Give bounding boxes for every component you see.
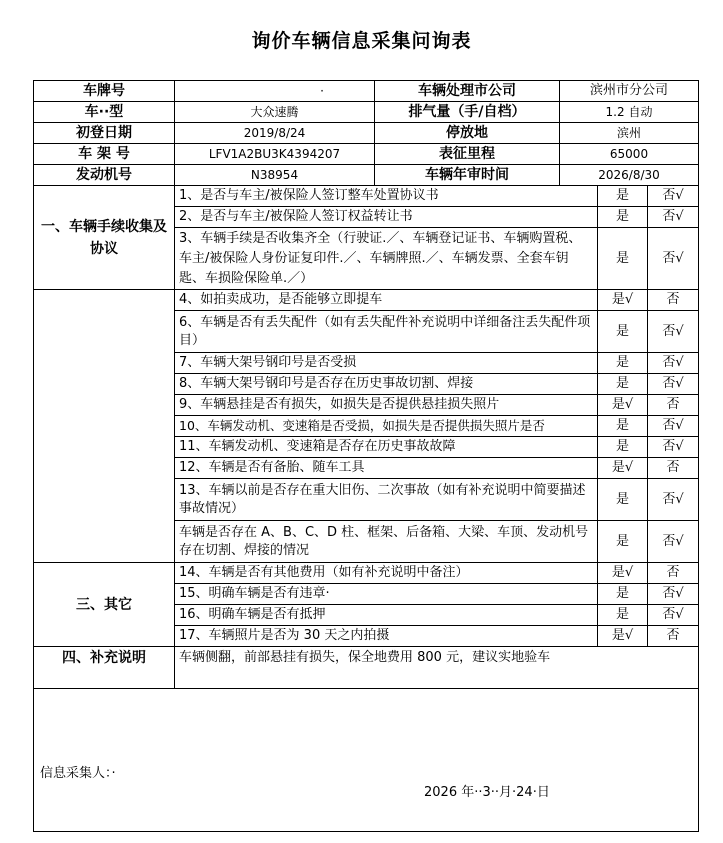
answer-no: 否 (648, 626, 699, 647)
checklist-item-text: 3、车辆手续是否收集齐全（行驶证.／、车辆登记证书、车辆购置税、车主/被保险人身份证复印件.／、车辆牌照.／、车辆发票、全套车钥匙、车损险保险单.／） (175, 228, 598, 290)
mileage-label: 表征里程 (375, 144, 560, 165)
info-row-vin (34, 144, 699, 165)
answer-no: 否 (648, 563, 699, 584)
answer-no: 否√ (648, 584, 699, 605)
answer-yes: 是 (598, 584, 648, 605)
mileage-value: 65000 (560, 144, 699, 165)
answer-no: 否 (648, 290, 699, 311)
answer-no: 否 (648, 395, 699, 416)
company-value: 滨州市分公司 (560, 81, 699, 102)
answer-no: 否 (648, 458, 699, 479)
model-value: 大众速腾 (175, 102, 375, 123)
regdate-label: 初登日期 (34, 123, 175, 144)
answer-no: 否√ (648, 374, 699, 395)
answer-yes: 是√ (598, 395, 648, 416)
checklist-item-text: 6、车辆是否有丢失配件（如有丢失配件补充说明中详细备注丢失配件项目） (175, 311, 598, 353)
checklist-row (34, 290, 699, 311)
answer-no: 否√ (648, 311, 699, 353)
checklist-row (34, 563, 699, 584)
checklist-item-text: 8、车辆大架号钢印号是否存在历史事故切割、焊接 (175, 374, 598, 395)
checklist-item-text: 1、是否与车主/被保险人签订整车处置协议书 (175, 186, 598, 207)
engine-value: N38954 (175, 165, 375, 186)
checklist-item-text: 9、车辆悬挂是否有损失，如损失是否提供悬挂损失照片 (175, 395, 598, 416)
inspection-value: 2026/8/30 (560, 165, 699, 186)
answer-yes: 是√ (598, 563, 648, 584)
answer-yes: 是 (598, 416, 648, 437)
displacement-value: 1.2 自动 (560, 102, 699, 123)
answer-yes: 是√ (598, 290, 648, 311)
plate-value: · (175, 81, 375, 102)
signature-row (34, 689, 699, 832)
answer-yes: 是 (598, 437, 648, 458)
answer-no: 否√ (648, 479, 699, 521)
checklist-item-text: 12、车辆是否有备胎、随车工具 (175, 458, 598, 479)
answer-yes: 是 (598, 207, 648, 228)
answer-no: 否√ (648, 521, 699, 563)
answer-yes: 是 (598, 186, 648, 207)
answer-no: 否√ (648, 605, 699, 626)
checklist-item-text: 11、车辆发动机、变速箱是否存在历史事故故障 (175, 437, 598, 458)
engine-label: 发动机号 (34, 165, 175, 186)
form-title: 询价车辆信息采集问询表 (251, 30, 472, 52)
parking-label: 停放地 (375, 123, 560, 144)
checklist-item-text: 7、车辆大架号钢印号是否受损 (175, 353, 598, 374)
answer-no: 否√ (648, 207, 699, 228)
company-label: 车辆处理市公司 (375, 81, 560, 102)
answer-no: 否√ (648, 186, 699, 207)
regdate-value: 2019/8/24 (175, 123, 375, 144)
answer-yes: 是 (598, 521, 648, 563)
answer-yes: 是 (598, 374, 648, 395)
section1-title: 一、车辆手续收集及协议 (34, 186, 175, 290)
supplement-row (34, 647, 699, 689)
collection-date: 2026 年··3··月·24·日 (424, 785, 550, 800)
answer-no: 否√ (648, 437, 699, 458)
answer-yes: 是 (598, 228, 648, 290)
answer-yes: 是√ (598, 626, 648, 647)
answer-yes: 是 (598, 353, 648, 374)
section2-title-cell (34, 290, 175, 563)
signature-area (34, 689, 699, 832)
checklist-item-text: 13、车辆以前是否存在重大旧伤、二次事故（如有补充说明中简要描述事故情况） (175, 479, 598, 521)
plate-label: 车牌号 (34, 81, 175, 102)
checklist-item-text: 2、是否与车主/被保险人签订权益转让书 (175, 207, 598, 228)
answer-no: 否√ (648, 416, 699, 437)
checklist-item-text: 车辆是否存在 A、B、C、D 柱、框架、后备箱、大梁、车顶、发动机号存在切割、焊接的情况 (175, 521, 598, 563)
collector-label: 信息采集人：· (40, 766, 116, 781)
model-label: 车··型 (34, 102, 175, 123)
answer-yes: 是 (598, 479, 648, 521)
checklist-item-text: 15、明确车辆是否有违章· (175, 584, 598, 605)
displacement-label: 排气量（手/自档） (375, 102, 560, 123)
section3-title: 三、其它 (34, 563, 175, 647)
checklist-item-text: 10、车辆发动机、变速箱是否受损，如损失是否提供损失照片是否 (175, 416, 598, 437)
answer-yes: 是 (598, 311, 648, 353)
info-row-regdate (34, 123, 699, 144)
inspection-label: 车辆年审时间 (375, 165, 560, 186)
vin-label: 车 架 号 (34, 144, 175, 165)
checklist-item-text: 17、车辆照片是否为 30 天之内拍摄 (175, 626, 598, 647)
checklist-item-text: 4、如拍卖成功，是否能够立即提车 (175, 290, 598, 311)
answer-no: 否√ (648, 353, 699, 374)
supplement-text: 车辆侧翻，前部悬挂有损失，保全地费用 800 元，建议实地验车 (175, 647, 699, 689)
answer-no: 否√ (648, 228, 699, 290)
vin-value: LFV1A2BU3K4394207 (175, 144, 375, 165)
checklist-item-text: 16、明确车辆是否有抵押 (175, 605, 598, 626)
checklist-row (34, 186, 699, 207)
checklist-item-text: 14、车辆是否有其他费用（如有补充说明中备注） (175, 563, 598, 584)
inquiry-form-table (33, 80, 699, 832)
answer-yes: 是√ (598, 458, 648, 479)
section4-title: 四、补充说明 (34, 647, 175, 689)
parking-value: 滨州 (560, 123, 699, 144)
info-row-model (34, 102, 699, 123)
answer-yes: 是 (598, 605, 648, 626)
info-row-engine (34, 165, 699, 186)
info-row-plate (34, 81, 699, 102)
